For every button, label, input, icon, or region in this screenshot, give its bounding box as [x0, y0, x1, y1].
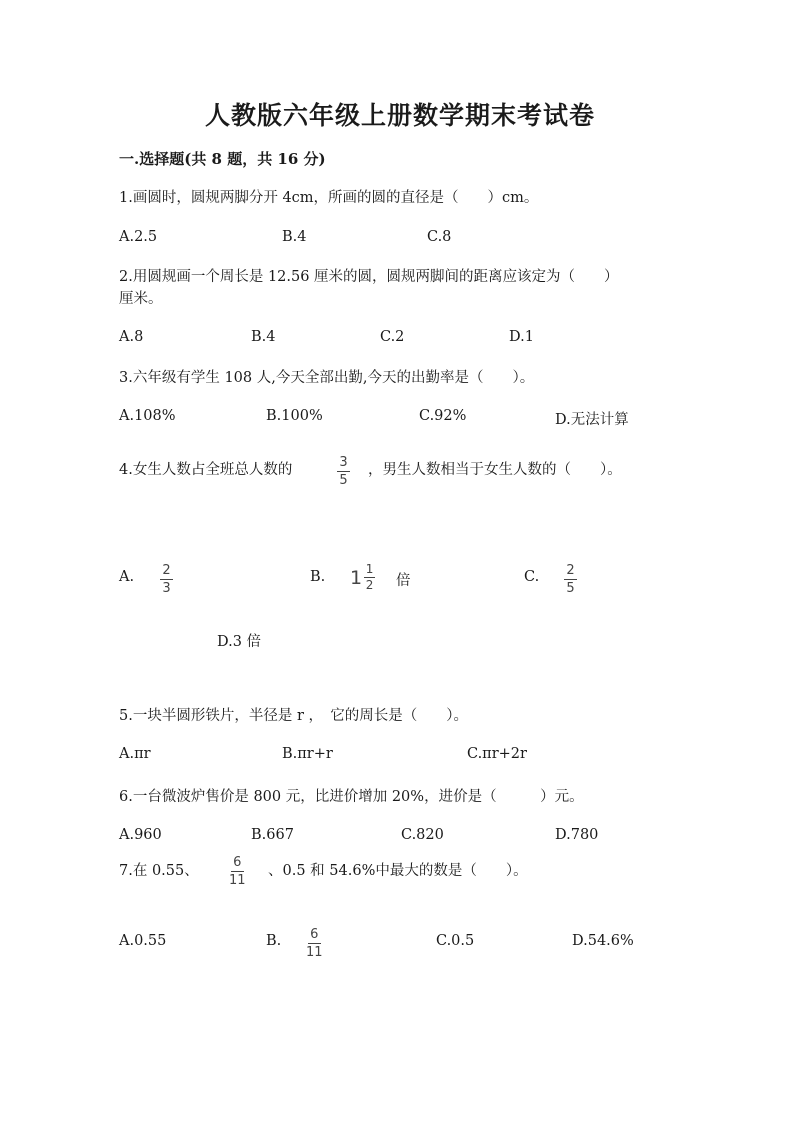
fraction-bar	[564, 579, 577, 580]
question-6: 6.一台微波炉售价是 800 元，比进价增加 20%，进价是（ ）元。	[119, 789, 584, 805]
fraction-denominator: 2	[365, 578, 374, 592]
q7-option-d: D.54.6%	[572, 933, 634, 949]
q1-option-c: C.8	[427, 229, 452, 245]
fraction-bar	[308, 943, 321, 944]
q4-fraction	[337, 455, 350, 488]
q1-option-b: B.4	[282, 229, 307, 245]
q5-option-a: A.πr	[119, 746, 151, 762]
q2-option-c: C.2	[380, 329, 405, 345]
question-5: 5.一块半圆形铁片，半径是 r ， 它的周长是（ ）。	[119, 708, 468, 724]
q3-option-a: A.108%	[119, 408, 176, 424]
fraction-numerator: 6	[310, 927, 319, 942]
q4-option-b-label: B.	[310, 569, 326, 585]
fraction-numerator: 2	[162, 563, 171, 578]
question-1: 1.画圆时，圆规两脚分开 4cm，所画的圆的直径是（ ）cm。	[119, 190, 539, 206]
fraction-bar	[337, 471, 350, 472]
q7-option-c: C.0.5	[436, 933, 475, 949]
q4-option-a-label: A.	[119, 569, 135, 585]
q6-option-c: C.820	[401, 827, 444, 843]
q5-option-b: B.πr+r	[282, 746, 333, 762]
q7-option-b-label: B.	[266, 933, 282, 949]
question-7-prefix: 7.在 0.55、	[119, 863, 199, 879]
q6-option-b: B.667	[251, 827, 294, 843]
fraction-denominator: 11	[306, 945, 323, 960]
page-title: 人教版六年级上册数学期末考试卷	[204, 101, 595, 130]
q2-option-b: B.4	[251, 329, 276, 345]
q4-option-c-label: C.	[524, 569, 540, 585]
q2-option-d: D.1	[509, 329, 534, 345]
fraction-numerator: 2	[566, 563, 575, 578]
q6-option-d: D.780	[555, 827, 599, 843]
q5-option-c: C.πr+2r	[467, 746, 527, 762]
section-heading: 一.选择题(共 8 题，共 16 分)	[119, 150, 326, 168]
fraction-numerator: 6	[233, 855, 242, 870]
fraction-bar	[160, 579, 173, 580]
question-3: 3.六年级有学生 108 人,今天全部出勤,今天的出勤率是（ ）。	[119, 370, 535, 386]
fraction-denominator: 3	[162, 581, 171, 596]
mixed-fraction	[364, 563, 375, 592]
q7-option-a: A.0.55	[119, 933, 167, 949]
question-2-line-2: 厘米。	[119, 291, 163, 307]
q4-option-c-fraction	[564, 563, 577, 596]
q3-option-b: B.100%	[266, 408, 323, 424]
fraction-numerator: 1	[365, 562, 374, 576]
q4-option-b-suffix: 倍	[396, 573, 411, 589]
question-4-suffix: ，男生人数相当于女生人数的（ ）。	[368, 462, 622, 478]
fraction-denominator: 11	[229, 873, 246, 888]
mixed-whole: 1	[350, 566, 363, 589]
q1-option-a: A.2.5	[119, 229, 158, 245]
q2-option-a: A.8	[119, 329, 144, 345]
question-7-suffix: 、0.5 和 54.6%中最大的数是（ ）。	[268, 863, 528, 879]
question-4-prefix: 4.女生人数占全班总人数的	[119, 462, 293, 478]
q4-option-a-fraction	[160, 563, 173, 596]
fraction-denominator: 5	[566, 581, 575, 596]
q3-option-c: C.92%	[419, 408, 467, 424]
q7-option-b-fraction	[306, 927, 323, 960]
q3-option-d: D.无法计算	[555, 412, 629, 428]
fraction-bar	[231, 871, 244, 872]
question-2-line-1: 2.用圆规画一个周长是 12.56 厘米的圆，圆规两脚间的距离应该定为（ ）	[119, 269, 619, 285]
fraction-denominator: 5	[339, 473, 348, 488]
q7-fraction	[229, 855, 246, 888]
fraction-numerator: 3	[339, 455, 348, 470]
q4-option-b-mixed-number	[350, 563, 375, 592]
q6-option-a: A.960	[119, 827, 162, 843]
q4-option-d: D.3 倍	[217, 634, 262, 650]
